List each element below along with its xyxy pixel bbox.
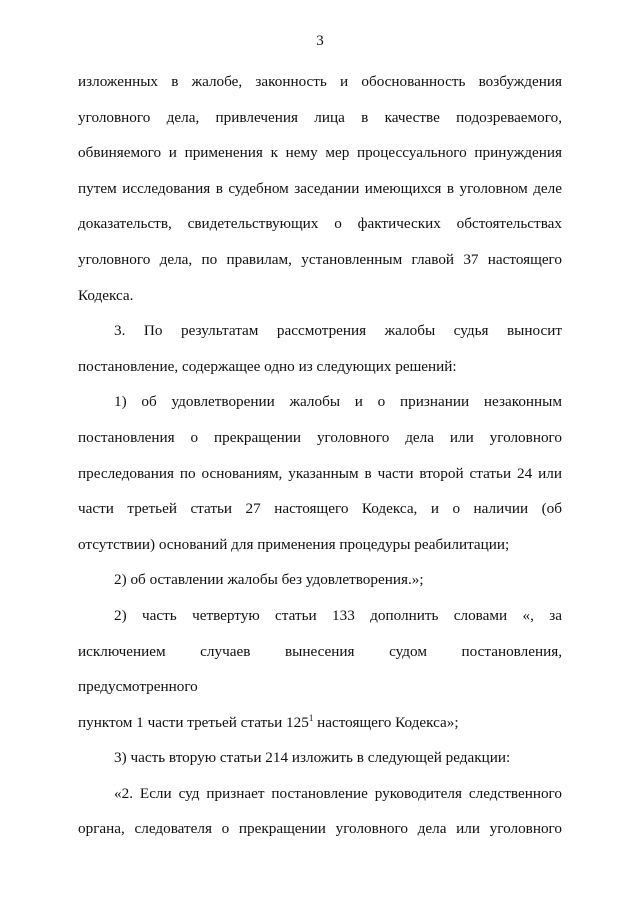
- text-line: 2) часть четвертую статьи 133 дополнить словами «, за: [114, 606, 562, 624]
- text-segment: настоящего Кодекса»;: [313, 713, 459, 731]
- text-line: уголовного дела, привлечения лица в качестве подозреваемого,: [78, 108, 562, 126]
- text-line: исключением случаев вынесения судом постановления, предусмотренного: [78, 642, 562, 696]
- text-line: органа, следователя о прекращении уголовного дела или уголовного: [78, 820, 562, 838]
- text-line: постановление, содержащее одно из следующих решений:: [78, 357, 457, 375]
- text-line: Кодекса.: [78, 286, 134, 304]
- text-line: обвиняемого и применения к нему мер процессуального принуждения: [78, 144, 562, 162]
- text-line: «2. Если суд признает постановление руководителя следственного: [114, 784, 562, 802]
- text-line: 2) об оставлении жалобы без удовлетворения.»;: [114, 571, 424, 589]
- page-number: 3: [316, 33, 324, 49]
- text-line: 3) часть вторую статьи 214 изложить в следующей редакции:: [114, 749, 511, 767]
- text-line: 1) об удовлетворении жалобы и о признании незаконным: [114, 393, 562, 411]
- document-body: [78, 64, 562, 847]
- text-line: преследования по основаниям, указанным в части второй статьи 24 или: [78, 464, 562, 482]
- text-line: доказательств, свидетельствующих о фактических обстоятельствах: [78, 215, 562, 233]
- text-line: путем исследования в судебном заседании имеющихся в уголовном деле: [78, 179, 562, 197]
- superscript: 1: [308, 712, 314, 723]
- text-line: отсутствии) оснований для применения процедуры реабилитации;: [78, 535, 510, 553]
- text-line: 3. По результатам рассмотрения жалобы судья выносит: [114, 322, 562, 340]
- text-line: уголовного дела, по правилам, установленным главой 37 настоящего: [78, 250, 562, 268]
- text-line: части третьей статьи 27 настоящего Кодекса, и о наличии (об: [78, 500, 562, 518]
- text-line: изложенных в жалобе, законность и обоснованность возбуждения: [78, 73, 562, 90]
- text-line-with-superscript: [78, 705, 562, 741]
- text-segment: пунктом 1 части третьей статьи 125: [78, 713, 309, 731]
- text-line: постановления о прекращении уголовного дела или уголовного: [78, 428, 562, 446]
